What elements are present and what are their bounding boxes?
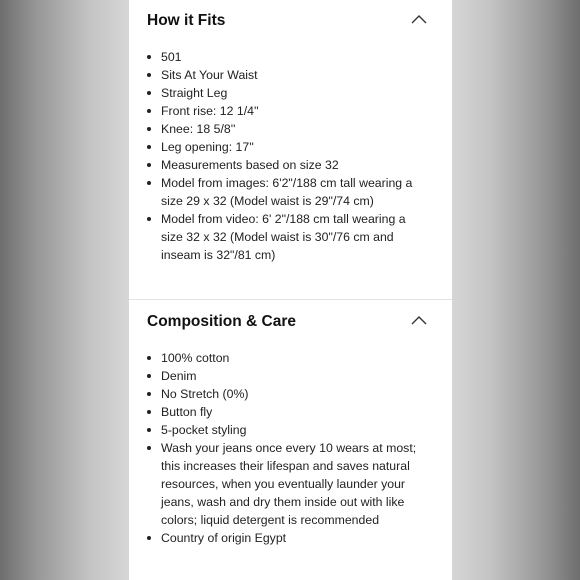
list-item: 5-pocket styling — [129, 421, 452, 439]
bullet — [147, 356, 151, 360]
section-divider — [129, 299, 452, 300]
list-item: Wash your jeans once every 10 wears at most; this increases their lifespan and saves natural resources, when you eventually launder your jeans, wash and dry them inside out with like colors; liquid detergent is recommended — [129, 439, 452, 529]
chevron-up-icon[interactable] — [411, 14, 427, 24]
composition-care-header[interactable] — [129, 301, 452, 341]
list-item: Denim — [129, 367, 452, 385]
section-title: How it Fits — [147, 12, 226, 29]
list-item: Model from images: 6'2"/188 cm tall wearing a size 29 x 32 (Model waist is 29"/74 cm) — [129, 174, 452, 210]
bullet — [147, 109, 151, 113]
product-details-panel — [129, 0, 452, 580]
section-how-it-fits — [129, 0, 452, 299]
section-composition-care — [129, 301, 452, 580]
list-item: 100% cotton — [129, 349, 452, 367]
list-item: Button fly — [129, 403, 452, 421]
bullet — [147, 428, 151, 432]
bullet — [147, 446, 151, 450]
bullet — [147, 163, 151, 167]
bullet — [147, 536, 151, 540]
list-item: Knee: 18 5/8'' — [129, 120, 452, 138]
how-it-fits-list — [129, 48, 452, 264]
list-item: No Stretch (0%) — [129, 385, 452, 403]
bullet — [147, 410, 151, 414]
bullet — [147, 374, 151, 378]
bullet — [147, 145, 151, 149]
bullet — [147, 181, 151, 185]
list-item: Model from video: 6' 2"/188 cm tall wearing a size 32 x 32 (Model waist is 30"/76 cm and inseam is 32"/81 cm) — [129, 210, 452, 264]
bullet — [147, 91, 151, 95]
bullet — [147, 217, 151, 221]
section-title: Composition & Care — [147, 313, 296, 330]
chevron-up-icon[interactable] — [411, 315, 427, 325]
bullet — [147, 55, 151, 59]
list-item: Leg opening: 17'' — [129, 138, 452, 156]
list-item: Measurements based on size 32 — [129, 156, 452, 174]
list-item: Country of origin Egypt — [129, 529, 452, 547]
list-item: Front rise: 12 1/4'' — [129, 102, 452, 120]
bullet — [147, 73, 151, 77]
bullet — [147, 392, 151, 396]
list-item: 501 — [129, 48, 452, 66]
bullet — [147, 127, 151, 131]
list-item: Sits At Your Waist — [129, 66, 452, 84]
composition-care-list — [129, 349, 452, 547]
how-it-fits-header[interactable] — [129, 0, 452, 40]
list-item: Straight Leg — [129, 84, 452, 102]
